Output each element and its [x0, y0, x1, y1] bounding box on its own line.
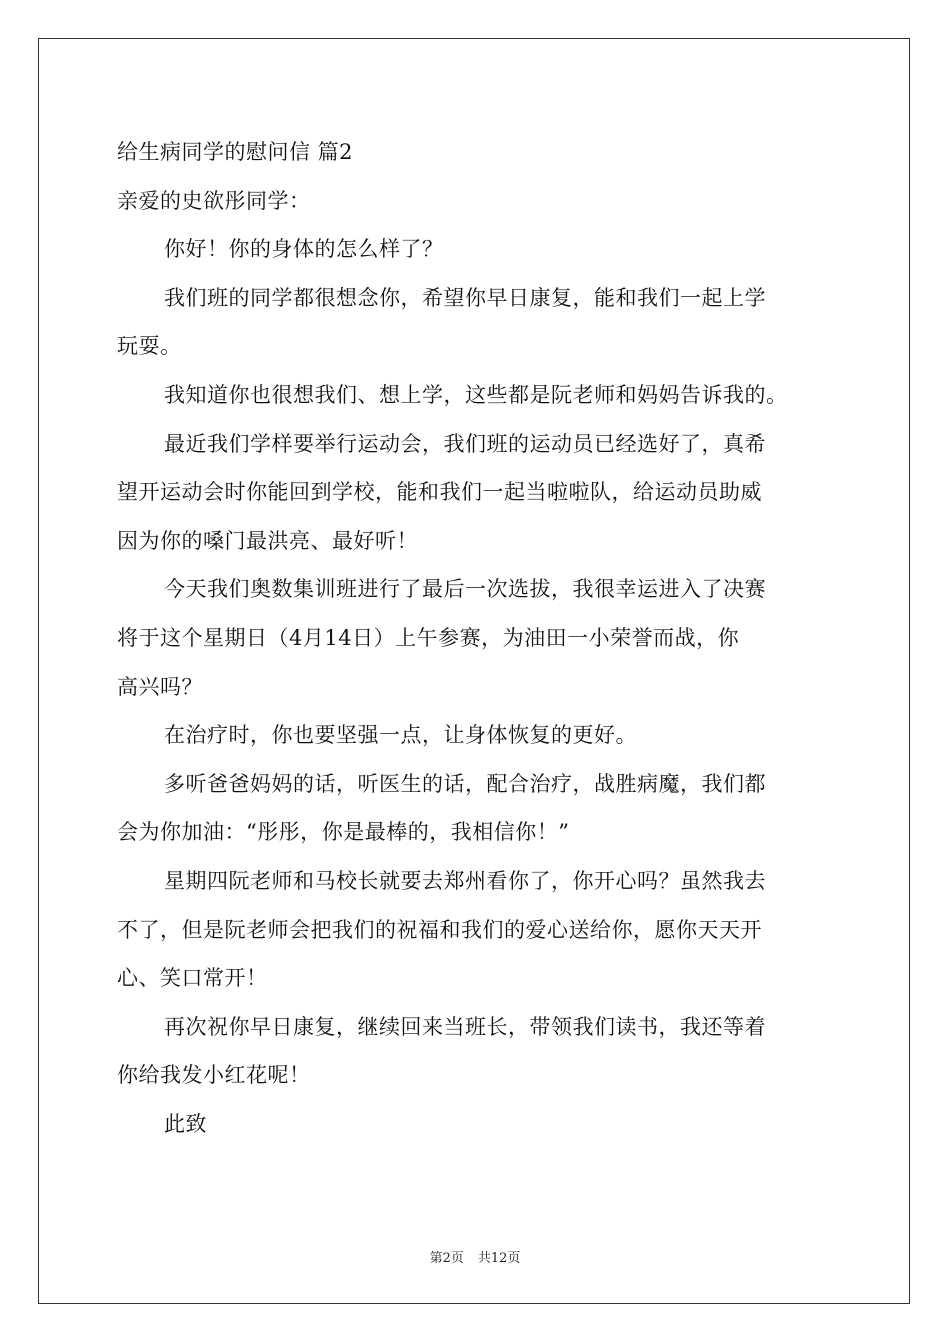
page-total: 共12页 — [477, 1251, 521, 1266]
text-line: 你给我发小红花呢！ — [117, 1063, 311, 1088]
text-line: 你好！你的身体的怎么样了？ — [164, 237, 444, 262]
page-footer — [0, 1247, 950, 1266]
text-line: 望开运动会时你能回到学校，能和我们一起当啦啦队，给运动员助威 — [117, 480, 762, 505]
closing-line: 此致 — [164, 1111, 207, 1136]
text-line: 因为你的嗓门最洪亮、最好听！ — [117, 528, 418, 553]
text-line: 最近我们学样要举行运动会，我们班的运动员已经选好了，真希 — [164, 431, 766, 456]
text-line: 星期四阮老师和马校长就要去郑州看你了，你开心吗？虽然我去 — [164, 868, 766, 893]
text-line: 我知道你也很想我们、想上学，这些都是阮老师和妈妈告诉我的。 — [164, 382, 788, 407]
text-line: 高兴吗？ — [117, 674, 203, 699]
text-line: 今天我们奥数集训班进行了最后一次选拔，我很幸运进入了决赛 — [164, 577, 766, 602]
letter-salutation: 亲爱的史欲彤同学： — [117, 188, 311, 213]
text-line: 再次祝你早日康复，继续回来当班长，带领我们读书，我还等着 — [164, 1014, 766, 1039]
text-line: 多听爸爸妈妈的话，听医生的话，配合治疗，战胜病魔，我们都 — [164, 771, 766, 796]
text-line: 在治疗时，你也要坚强一点，让身体恢复的更好。 — [164, 723, 637, 748]
text-line: 不了，但是阮老师会把我们的祝福和我们的爱心送给你，愿你天天开 — [117, 917, 762, 942]
letter-body — [117, 128, 837, 1148]
text-line: 我们班的同学都很想念你，希望你早日康复，能和我们一起上学 — [164, 285, 766, 310]
letter-title: 给生病同学的慰问信 篇2 — [117, 140, 354, 164]
text-line: 将于这个星期日（4月14日）上午参赛，为油田一小荣誉而战，你 — [117, 625, 740, 650]
text-line: 玩耍。 — [117, 334, 182, 359]
text-line: 会为你加油：“彤彤，你是最棒的，我相信你！” — [117, 820, 570, 845]
page-number: 第2页 — [429, 1251, 464, 1266]
text-line: 心、笑口常开！ — [117, 966, 268, 991]
